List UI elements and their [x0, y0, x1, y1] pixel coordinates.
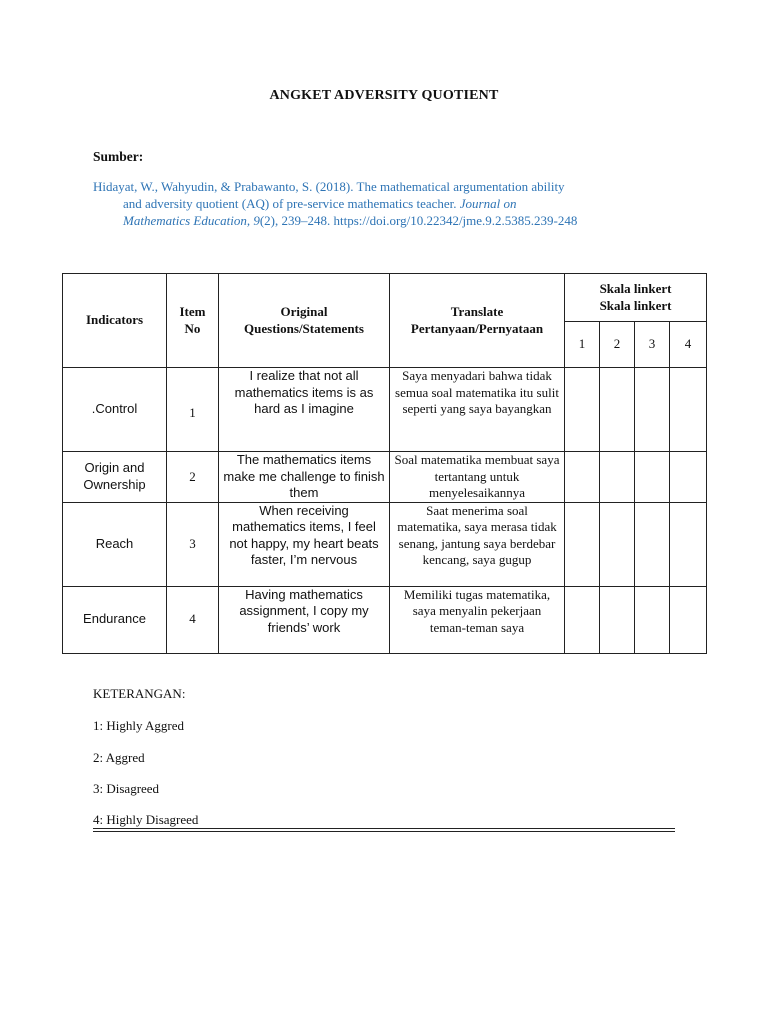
header-translate: Translate Pertanyaan/Pernyataan [390, 274, 565, 368]
legend-label: KETERANGAN: [93, 686, 186, 701]
row-original: The mathematics items make me challenge to finish them [219, 452, 390, 503]
answer-cell-1[interactable] [565, 502, 600, 586]
answer-cell-3[interactable] [635, 452, 670, 503]
answer-cell-2[interactable] [600, 502, 635, 586]
row-item-no: 1 [167, 368, 219, 452]
citation-line-2-text: and adversity quotient (AQ) of pre-service mathematics teacher. [123, 196, 460, 211]
row-indicator: .Control [63, 368, 167, 452]
source-label: Sumber: [93, 149, 144, 164]
header-indicators: Indicators [63, 274, 167, 368]
answer-cell-3[interactable] [635, 502, 670, 586]
row-translate: Saya menyadari bahwa tidak semua soal matematika itu sulit seperti yang saya bayangkan [390, 368, 565, 452]
citation-line-3-text: (2), 239–248. https://doi.org/10.22342/jme.9.2.5385.239-248 [259, 213, 578, 228]
answer-cell-2[interactable] [600, 452, 635, 503]
answer-cell-3[interactable] [635, 368, 670, 452]
citation-line-3 [93, 212, 693, 229]
header-scale-line-1: Skala linkert [599, 281, 672, 296]
citation-line-2 [93, 195, 693, 212]
legend-item: 4: Highly Disagreed [93, 812, 199, 827]
citation-journal-part2: Mathematics Education, 9 [123, 213, 260, 228]
citation-line-1: Hidayat, W., Wahyudin, & Prabawanto, S. (2018). The mathematical argumentation ability [93, 179, 565, 194]
double-rule-bottom [93, 831, 675, 832]
citation [93, 178, 693, 229]
row-item-no: 2 [167, 452, 219, 503]
row-indicator: Origin and Ownership [63, 452, 167, 503]
table-row [63, 452, 707, 503]
scale-value-4: 4 [670, 322, 707, 368]
table-row [63, 502, 707, 586]
answer-cell-2[interactable] [600, 586, 635, 653]
row-translate: Soal matematika membuat saya tertantang untuk menyelesaikannya [390, 452, 565, 503]
page-title: ANGKET ADVERSITY QUOTIENT [269, 88, 499, 103]
row-original: When receiving mathematics items, I feel not happy, my heart beats faster, I’m nervous [219, 502, 390, 586]
table-row [63, 586, 707, 653]
row-translate: Memiliki tugas matematika, saya menyalin pekerjaan teman-teman saya [390, 586, 565, 653]
answer-cell-4[interactable] [670, 586, 707, 653]
row-original: Having mathematics assignment, I copy my friends’ work [219, 586, 390, 653]
scale-value-3: 3 [635, 322, 670, 368]
scale-value-2: 2 [600, 322, 635, 368]
questionnaire-table [62, 273, 707, 654]
table-row [63, 368, 707, 452]
citation-journal-part1: Journal on [459, 196, 517, 211]
answer-cell-1[interactable] [565, 368, 600, 452]
row-original: I realize that not all mathematics items is as hard as I imagine [219, 368, 390, 452]
row-item-no: 3 [167, 502, 219, 586]
answer-cell-2[interactable] [600, 368, 635, 452]
header-scale [565, 274, 707, 322]
row-indicator: Reach [63, 502, 167, 586]
row-translate: Saat menerima soal matematika, saya merasa tidak senang, jantung saya berdebar kencang, saya gugup [390, 502, 565, 586]
header-item-no: Item No [167, 274, 219, 368]
double-rule-top [93, 828, 675, 829]
legend-item: 3: Disagreed [93, 781, 160, 796]
row-indicator: Endurance [63, 586, 167, 653]
answer-cell-4[interactable] [670, 368, 707, 452]
answer-cell-3[interactable] [635, 586, 670, 653]
answer-cell-4[interactable] [670, 452, 707, 503]
header-scale-line-2: Skala linkert [599, 297, 672, 313]
legend-item: 1: Highly Aggred [93, 718, 184, 733]
answer-cell-1[interactable] [565, 586, 600, 653]
row-item-no: 4 [167, 586, 219, 653]
header-original: Original Questions/Statements [219, 274, 390, 368]
answer-cell-1[interactable] [565, 452, 600, 503]
scale-value-1: 1 [565, 322, 600, 368]
answer-cell-4[interactable] [670, 502, 707, 586]
legend-item: 2: Aggred [93, 750, 145, 765]
